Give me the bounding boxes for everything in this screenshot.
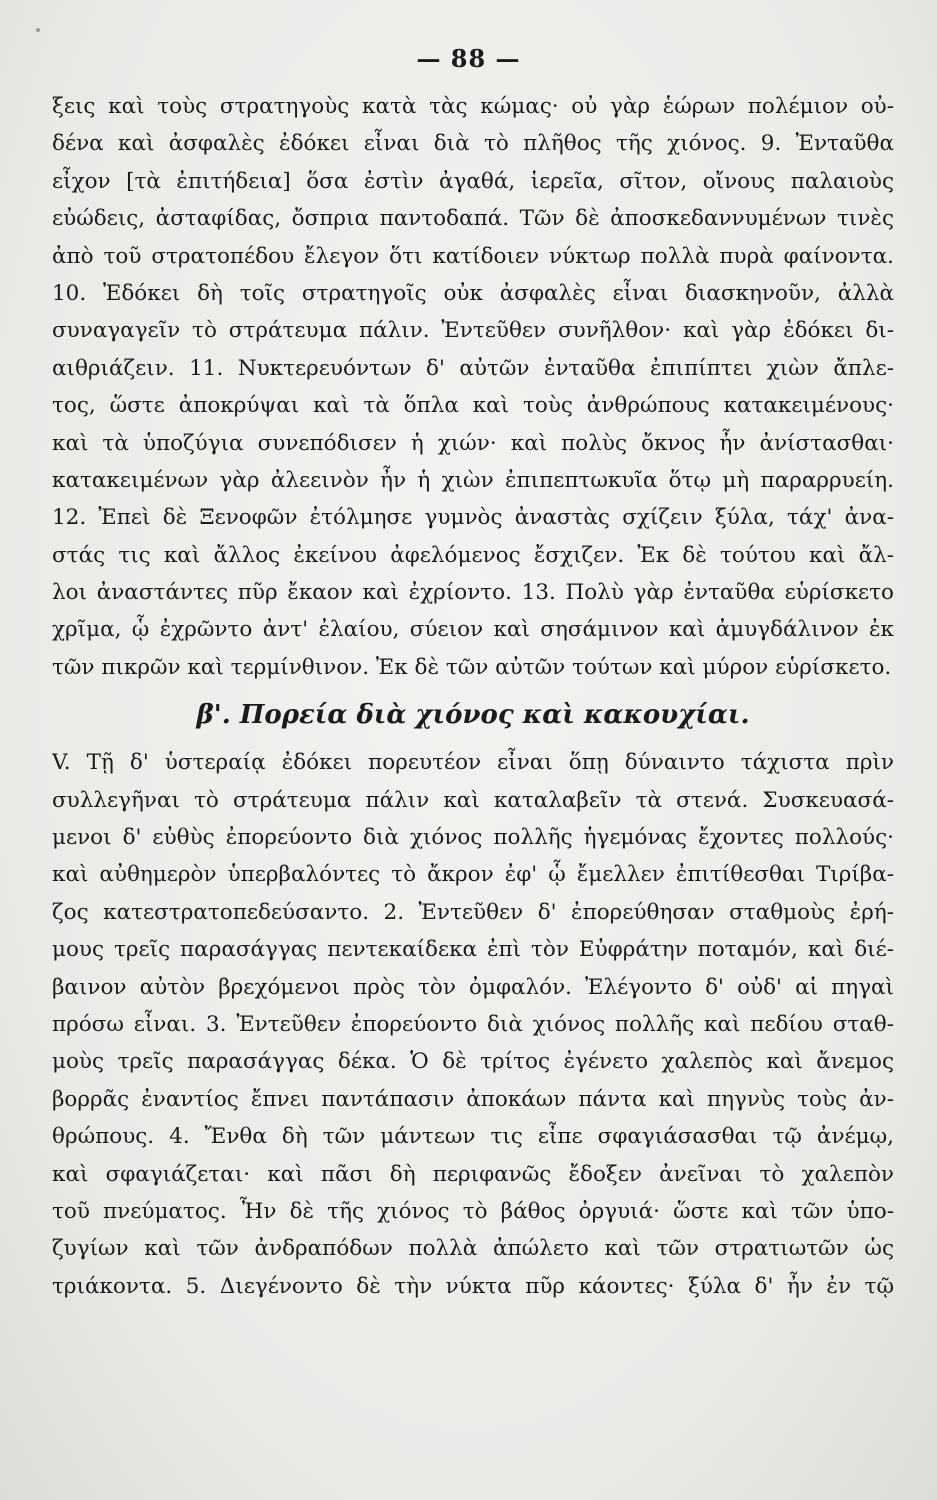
paragraph-top: [52, 88, 894, 686]
text-line: δένα καὶ ἀσφαλὲς ἐδόκει εἶναι διὰ τὸ πλῆθος τῆς χιόνος. 9. Ἐνταῦθα: [52, 131, 894, 157]
text-line: εἶχον [τὰ ἐπιτήδεια] ὅσα ἐστὶν ἀγαθά, ἱερεῖα, σῖτον, οἴνους παλαιοὺς: [52, 168, 894, 194]
text-line: μους τρεῖς παρασάγγας πεντεκαίδεκα ἐπὶ τὸν Εὐφράτην ποταμόν, καὶ διέ-: [52, 937, 894, 963]
text-line: 12. Ἐπεὶ δὲ Ξενοφῶν ἐτόλμησε γυμνὸς ἀναστὰς σχίζειν ξύλα, τάχ' ἀνα-: [52, 505, 894, 531]
section-heading: β'. Πορεία διὰ χιόνος καὶ κακουχίαι.: [196, 700, 750, 731]
text-line: στάς τις καὶ ἄλλος ἐκείνου ἀφελόμενος ἔσχιζεν. Ἐκ δὲ τούτου καὶ ἄλ-: [52, 542, 894, 568]
page-number: — 88 —: [416, 44, 521, 73]
text-line: τοῦ πνεύματος. Ἦν δὲ τῆς χιόνος τὸ βάθος ὀργυιά· ὥστε καὶ τῶν ὑπο-: [52, 1198, 894, 1224]
text-line: τριάκοντα. 5. Διεγένοντο δὲ τὴν νύκτα πῦρ κάοντες· ξύλα δ' ἦν ἐν τῷ: [52, 1273, 894, 1299]
text-line: τῶν πικρῶν καὶ τερμίνθινον. Ἐκ δὲ τῶν αὐτῶν τούτων καὶ μύρον εὑρίσκετο.: [52, 654, 892, 680]
text-line: 10. Ἐδόκει δὴ τοῖς στρατηγοῖς οὐκ ἀσφαλὲς εἶναι διασκηνοῦν, ἀλλὰ: [52, 280, 894, 306]
text-line: χρῖμα, ᾧ ἐχρῶντο ἀντ' ἐλαίου, σύειον καὶ σησάμινον καὶ ἀμυγδάλινον ἐκ: [52, 617, 894, 643]
text-line: κατακειμένων γὰρ ἀλεεινὸν ἦν ἡ χιὼν ἐπιπεπτωκυῖα ὅτῳ μὴ παραρρυείη.: [52, 467, 894, 493]
text-line: θρώπους. 4. Ἔνθα δὴ τῶν μάντεων τις εἶπε σφαγιάσασθαι τῷ ἀνέμῳ,: [52, 1124, 894, 1150]
paragraph-bottom: [52, 744, 894, 1305]
text-line: πρόσω εἶναι. 3. Ἐντεῦθεν ἐπορεύοντο διὰ χιόνος πολλῆς καὶ πεδίου σταθ-: [52, 1011, 894, 1037]
text-line: V. Τῇ δ' ὑστεραίᾳ ἐδόκει πορευτέον εἶναι ὅπῃ δύναιντο τάχιστα πρὶν: [52, 750, 894, 776]
text-line: ξεις καὶ τοὺς στρατηγοὺς κατὰ τὰς κώμας· οὐ γὰρ ἑώρων πολέμιον οὐ-: [52, 94, 894, 119]
text-line: βορρᾶς ἐναντίος ἔπνει παντάπασιν ἀποκάων πάντα καὶ πηγνὺς τοὺς ἀν-: [52, 1086, 894, 1112]
text-line: μενοι δ' εὐθὺς ἐπορεύοντο διὰ χιόνος πολλῆς ἡγεμόνας ἔχοντες πολλούς·: [52, 825, 894, 851]
text-line: εὐώδεις, ἀσταφίδας, ὄσπρια παντοδαπά. Τῶν δὲ ἀποσκεδαννυμένων τινὲς: [52, 206, 894, 232]
text-line: ζυγίων καὶ τῶν ἀνδραπόδων πολλὰ ἀπώλετο καὶ τῶν στρατιωτῶν ὡς: [52, 1236, 894, 1262]
paper-speck: [36, 28, 40, 32]
text-body: [52, 88, 894, 1305]
text-line: ἀπὸ τοῦ στρατοπέδου ἔλεγον ὅτι κατίδοιεν νύκτωρ πολλὰ πυρὰ φαίνοντα.: [52, 243, 894, 269]
text-line: βαινον αὐτὸν βρεχόμενοι πρὸς τὸν ὀμφαλόν. Ἐλέγοντο δ' οὐδ' αἱ πηγαὶ: [52, 974, 894, 1000]
text-line: λοι ἀναστάντες πῦρ ἔκαον καὶ ἐχρίοντο. 13. Πολὺ γὰρ ἐνταῦθα εὑρίσκετο: [52, 580, 894, 606]
text-line: αιθριάζειν. 11. Νυκτερευόντων δ' αὐτῶν ἐνταῦθα ἐπιπίπτει χιὼν ἄπλε-: [52, 355, 894, 381]
text-line: συναγαγεῖν τὸ στράτευμα πάλιν. Ἐντεῦθεν συνῆλθον· καὶ γὰρ ἐδόκει δι-: [52, 318, 894, 344]
text-line: καὶ τὰ ὑποζύγια συνεπόδισεν ἡ χιών· καὶ πολὺς ὄκνος ἦν ἀνίστασθαι·: [52, 430, 894, 456]
text-line: καὶ σφαγιάζεται· καὶ πᾶσι δὴ περιφανῶς ἔδοξεν ἀνεῖναι τὸ χαλεπὸν: [52, 1161, 894, 1187]
text-line: συλλεγῆναι τὸ στράτευμα πάλιν καὶ καταλαβεῖν τὰ στενά. Συσκευασά-: [52, 787, 894, 813]
text-line: τος, ὥστε ἀποκρύψαι καὶ τὰ ὅπλα καὶ τοὺς ἀνθρώπους κατακειμένους·: [52, 393, 894, 419]
text-line: καὶ αὐθημερὸν ὑπερβαλόντες τὸ ἄκρον ἐφ' ᾧ ἔμελλεν ἐπιτίθεσθαι Τιρίβα-: [52, 862, 894, 888]
text-line: ζος κατεστρατοπεδεύσαντο. 2. Ἐντεῦθεν δ' ἐπορεύθησαν σταθμοὺς ἐρή-: [52, 899, 894, 925]
text-line: μοὺς τρεῖς παρασάγγας δέκα. Ὁ δὲ τρίτος ἐγένετο χαλεπὸς καὶ ἄνεμος: [52, 1049, 894, 1075]
